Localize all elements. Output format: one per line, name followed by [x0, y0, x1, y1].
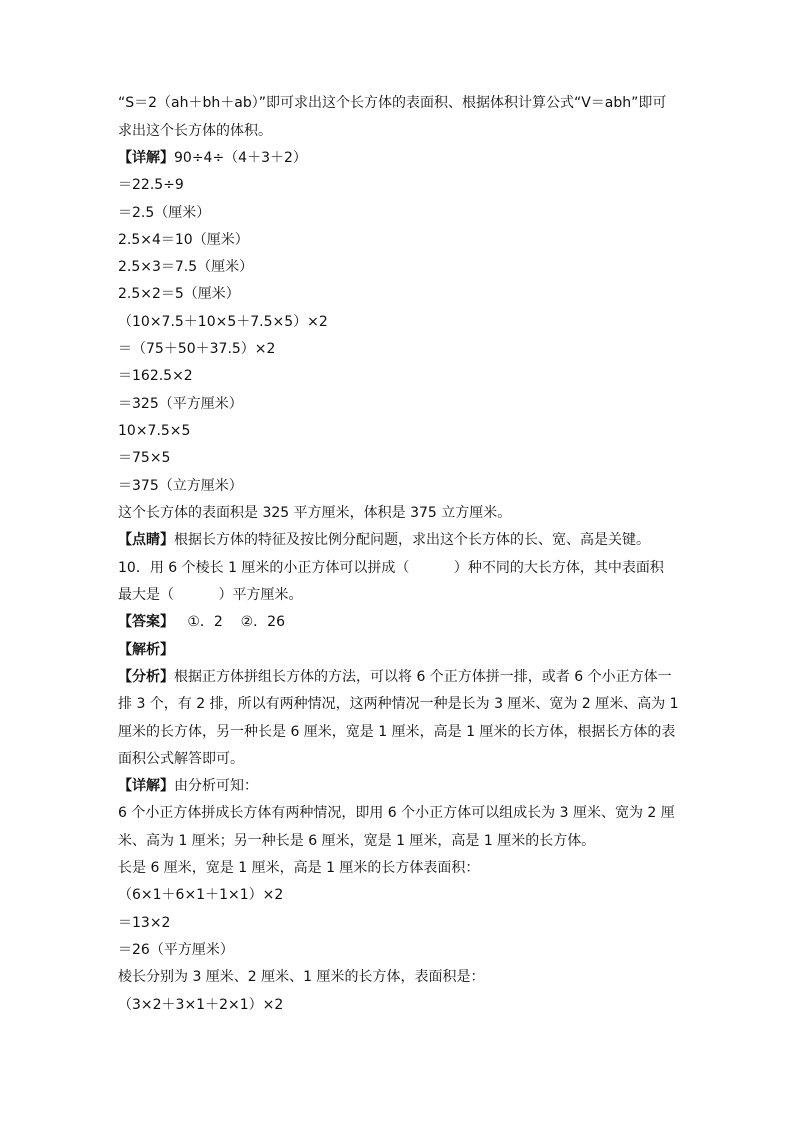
- text-line: 这个长方体的表面积是 325 平方厘米，体积是 375 立方厘米。: [118, 505, 512, 521]
- text-line: ＝13×2: [118, 915, 171, 931]
- text-line: ＝75×5: [118, 450, 171, 466]
- key-point-line: 【点睛】根据长方体的特征及按比例分配问题，求出这个长方体的长、宽、高是关键。: [118, 532, 650, 548]
- text-line: ＝162.5×2: [118, 368, 193, 384]
- text-line: ＝（75＋50＋37.5）×2: [118, 341, 276, 357]
- text-line: （6×1＋6×1＋1×1）×2: [118, 887, 284, 903]
- section-label: 【详解】: [118, 150, 174, 166]
- text-line: 2.5×4＝10（厘米）: [118, 232, 249, 248]
- section-label: 【详解】: [118, 778, 174, 794]
- section-label: 【点睛】: [118, 532, 174, 548]
- analysis-line: 【分析】根据正方体拼组长方体的方法，可以将 6 个正方体拼一排，或者 6 个小正方体一: [118, 669, 672, 685]
- text-line: ＝375（立方厘米）: [118, 478, 243, 494]
- section-label: 【答案】: [118, 614, 174, 630]
- analysis-heading: [118, 641, 174, 659]
- text-line: “S＝2（ah＋bh＋ab）”即可求出这个长方体的表面积、根据体积计算公式“V＝abh”即可: [118, 95, 667, 111]
- text-line: 排 3 个，有 2 排，所以有两种情况，这两种情况一种是长为 3 厘米、宽为 2 厘米、高为 1: [118, 696, 679, 712]
- question-line: 10．用 6 个棱长 1 厘米的小正方体可以拼成（ ）种不同的大长方体，其中表面积: [118, 560, 664, 576]
- text-line: ＝325（平方厘米）: [118, 396, 243, 412]
- text-line: 2.5×2＝5（厘米）: [118, 286, 240, 302]
- text-line: 求出这个长方体的体积。: [118, 123, 272, 139]
- text-line: 长是 6 厘米，宽是 1 厘米，高是 1 厘米的长方体表面积：: [118, 860, 480, 876]
- section-label: 【分析】: [118, 669, 174, 685]
- text-line: 面积公式解答即可。: [118, 751, 244, 767]
- detail-line: 【详解】90÷4÷（4＋3＋2）: [118, 150, 307, 166]
- text-line: ＝2.5（厘米）: [118, 205, 211, 221]
- text-line: 10×7.5×5: [118, 423, 191, 439]
- text-line: 米、高为 1 厘米；另一种长是 6 厘米，宽是 1 厘米，高是 1 厘米的长方体。: [118, 833, 596, 849]
- text-line: ＝26（平方厘米）: [118, 942, 234, 958]
- text-line: 棱长分别为 3 厘米、2 厘米、1 厘米的长方体，表面积是：: [118, 969, 485, 985]
- section-label: 【解析】: [118, 642, 174, 658]
- text-line: （3×2＋3×1＋2×1）×2: [118, 997, 284, 1013]
- text-line: 厘米的长方体，另一种长是 6 厘米，宽是 1 厘米，高是 1 厘米的长方体，根据长方体的表: [118, 724, 676, 740]
- text-line: ＝22.5÷9: [118, 177, 184, 193]
- text-line: 2.5×3＝7.5（厘米）: [118, 259, 254, 275]
- question-line: 最大是（ ）平方厘米。: [118, 587, 303, 603]
- answer-line: 【答案】 ①．2 ②．26: [118, 614, 285, 630]
- detail-line: 【详解】由分析可知：: [118, 778, 258, 794]
- text-line: （10×7.5＋10×5＋7.5×5）×2: [118, 314, 328, 330]
- text-line: 6 个小正方体拼成长方体有两种情况，即用 6 个小正方体可以组成长为 3 厘米、宽为 2 厘: [118, 805, 675, 821]
